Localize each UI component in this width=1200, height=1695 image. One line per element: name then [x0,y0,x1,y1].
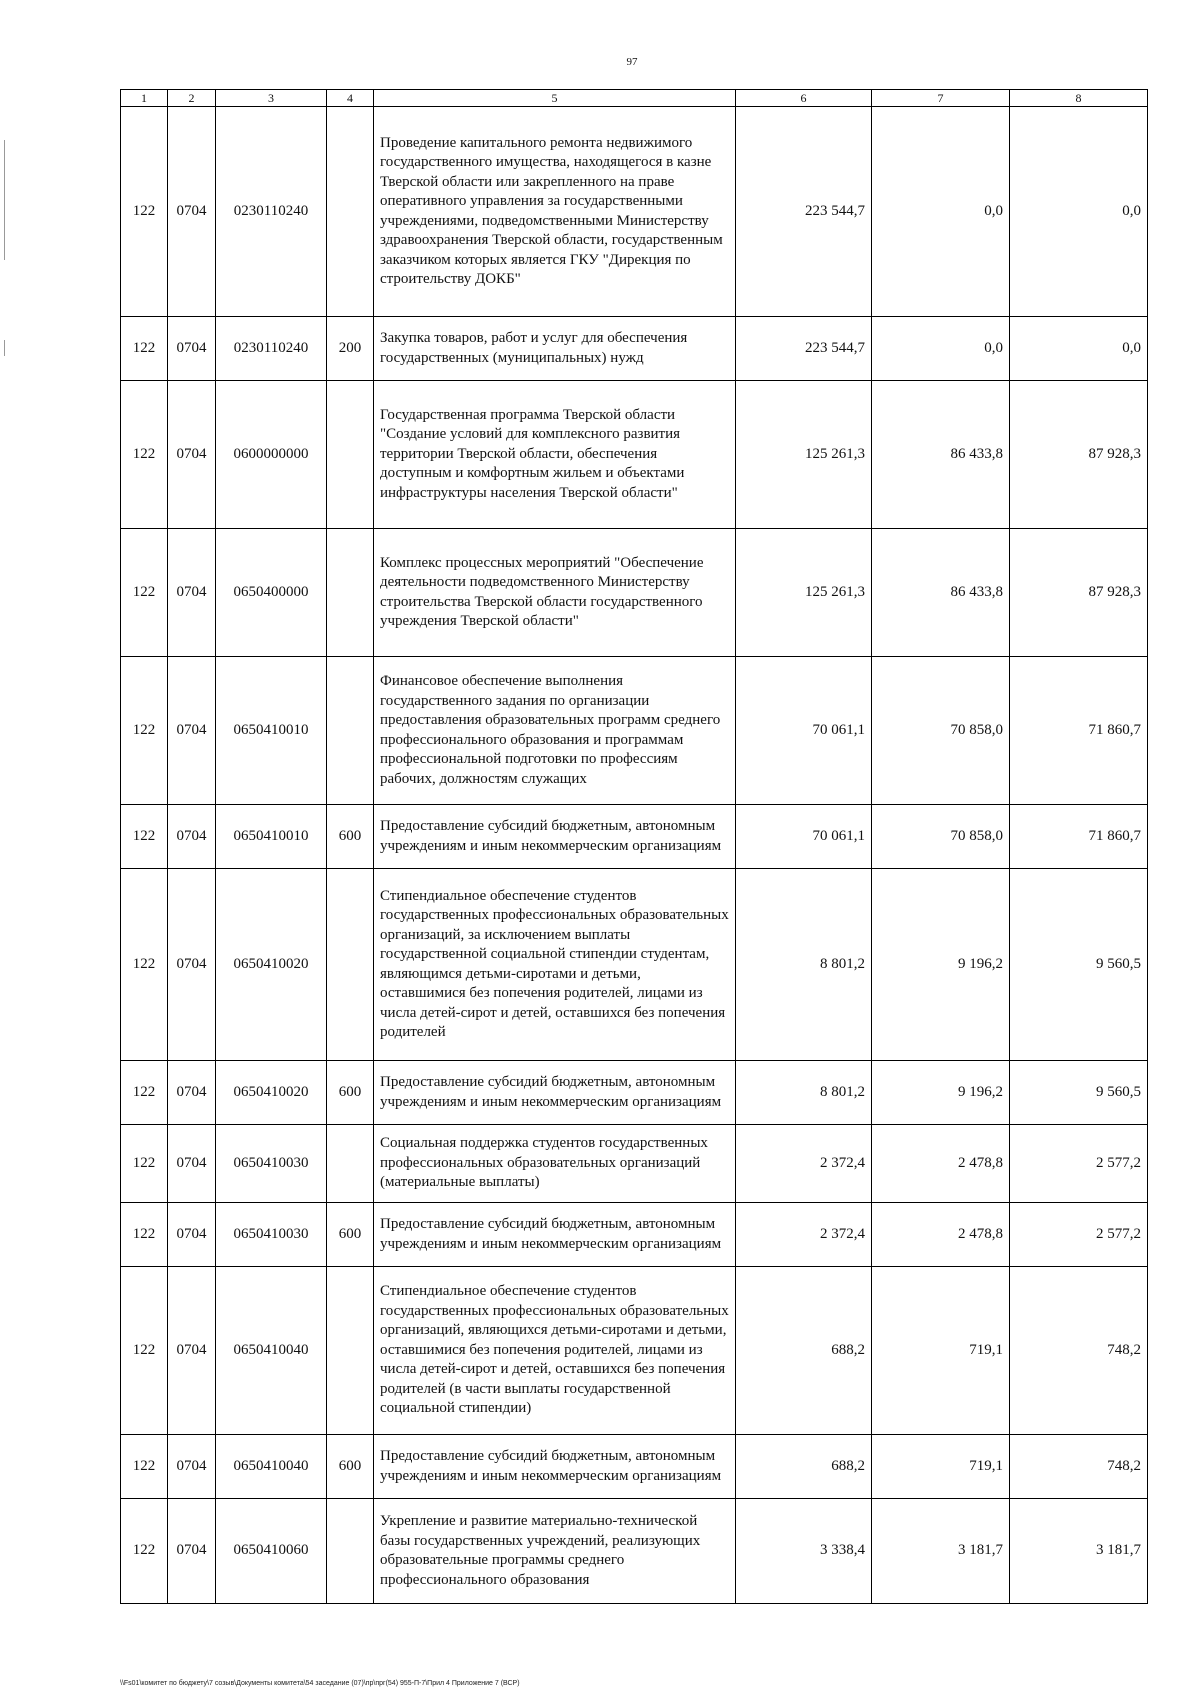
amount-year2-cell: 0,0 [872,107,1010,317]
description-cell: Финансовое обеспечение выполнения государственного задания по организации предоставления образовательных программ среднего профессионального образования и программам профессиональной подготовки по профессиям рабочих, должностям служащих [374,657,736,805]
amount-year3-cell: 87 928,3 [1010,529,1148,657]
description-cell: Стипендиальное обеспечение студентов государственных профессиональных образовательных организаций, являющихся детьми-сиротами и детьми, оставшимися без попечения родителей, лицами из числа детей-сирот и детей, оставшихся без попечения родителей (в части выплаты государственной социальной стипендии) [374,1267,736,1435]
target-article-cell: 0650410030 [216,1203,327,1267]
section-code-cell: 0704 [168,1061,216,1125]
expense-type-cell [327,657,374,805]
admin-code-cell: 122 [121,529,168,657]
admin-code-cell: 122 [121,317,168,381]
amount-year1-cell: 2 372,4 [736,1125,872,1203]
target-article-cell: 0650410060 [216,1499,327,1604]
expense-type-cell [327,1499,374,1604]
amount-year3-cell: 2 577,2 [1010,1203,1148,1267]
amount-year2-cell: 86 433,8 [872,381,1010,529]
amount-year1-cell: 8 801,2 [736,869,872,1061]
admin-code-cell: 122 [121,1061,168,1125]
description-cell: Укрепление и развитие материально-технической базы государственных учреждений, реализующих образовательные программы среднего профессионального образования [374,1499,736,1604]
amount-year2-cell: 3 181,7 [872,1499,1010,1604]
target-article-cell: 0650410040 [216,1267,327,1435]
column-number-row [121,90,1148,107]
amount-year2-cell: 70 858,0 [872,657,1010,805]
table-row [121,1435,1148,1499]
expense-type-cell [327,1125,374,1203]
table-row [121,1203,1148,1267]
amount-year3-cell: 71 860,7 [1010,805,1148,869]
amount-year1-cell: 3 338,4 [736,1499,872,1604]
amount-year2-cell: 9 196,2 [872,869,1010,1061]
expense-type-cell [327,107,374,317]
expense-type-cell [327,869,374,1061]
table-row [121,317,1148,381]
amount-year3-cell: 71 860,7 [1010,657,1148,805]
description-cell: Стипендиальное обеспечение студентов государственных профессиональных образовательных организаций, за исключением выплаты государственной социальной стипендии студентам, являющимся детьми-сиротами и детьми, оставшимися без попечения родителей, лицами из числа детей-сирот и детей, оставшихся без попечения родителей [374,869,736,1061]
expense-type-cell: 600 [327,1203,374,1267]
section-code-cell: 0704 [168,657,216,805]
amount-year3-cell: 9 560,5 [1010,1061,1148,1125]
admin-code-cell: 122 [121,1499,168,1604]
description-cell: Предоставление субсидий бюджетным, автономным учреждениям и иным некоммерческим организациям [374,805,736,869]
amount-year3-cell: 0,0 [1010,317,1148,381]
amount-year2-cell: 86 433,8 [872,529,1010,657]
amount-year1-cell: 688,2 [736,1435,872,1499]
column-header: 3 [216,90,327,107]
admin-code-cell: 122 [121,1267,168,1435]
table-row [121,1061,1148,1125]
column-header: 2 [168,90,216,107]
admin-code-cell: 122 [121,1203,168,1267]
page-number: 97 [626,56,638,68]
file-path-footer: \\Fs01\комитет по бюджету\7 созыв\Документы комитета\54 заседание (07)\пр\прг(54) 955-П-7\Прил 4 Приложение 7 (ВСР) [120,1680,520,1687]
admin-code-cell: 122 [121,869,168,1061]
expense-type-cell: 200 [327,317,374,381]
section-code-cell: 0704 [168,317,216,381]
amount-year2-cell: 719,1 [872,1435,1010,1499]
table-row [121,381,1148,529]
column-header: 7 [872,90,1010,107]
target-article-cell: 0650410010 [216,805,327,869]
admin-code-cell: 122 [121,1435,168,1499]
target-article-cell: 0650410030 [216,1125,327,1203]
target-article-cell: 0600000000 [216,381,327,529]
expense-type-cell: 600 [327,805,374,869]
target-article-cell: 0650410010 [216,657,327,805]
target-article-cell: 0230110240 [216,107,327,317]
amount-year2-cell: 70 858,0 [872,805,1010,869]
amount-year1-cell: 223 544,7 [736,107,872,317]
section-code-cell: 0704 [168,1125,216,1203]
section-code-cell: 0704 [168,869,216,1061]
column-header: 6 [736,90,872,107]
table-row [121,657,1148,805]
description-cell: Проведение капитального ремонта недвижимого государственного имущества, находящегося в казне Тверской области или закрепленного на праве оперативного управления за государственными учреждениями, подведомственными Министерству здравоохранения Тверской области, государственным заказчиком которых является ГКУ "Дирекция по строительству ДОКБ" [374,107,736,317]
amount-year1-cell: 8 801,2 [736,1061,872,1125]
target-article-cell: 0230110240 [216,317,327,381]
admin-code-cell: 122 [121,805,168,869]
column-header: 5 [374,90,736,107]
description-cell: Предоставление субсидий бюджетным, автономным учреждениям и иным некоммерческим организациям [374,1203,736,1267]
expense-type-cell [327,381,374,529]
description-cell: Закупка товаров, работ и услуг для обеспечения государственных (муниципальных) нужд [374,317,736,381]
table-body [121,107,1148,1604]
target-article-cell: 0650410020 [216,1061,327,1125]
description-cell: Предоставление субсидий бюджетным, автономным учреждениям и иным некоммерческим организациям [374,1435,736,1499]
amount-year1-cell: 70 061,1 [736,657,872,805]
description-cell: Комплекс процессных мероприятий "Обеспечение деятельности подведомственного Министерству строительства Тверской области государственного учреждения Тверской области" [374,529,736,657]
section-code-cell: 0704 [168,529,216,657]
amount-year3-cell: 0,0 [1010,107,1148,317]
amount-year1-cell: 125 261,3 [736,529,872,657]
admin-code-cell: 122 [121,381,168,529]
section-code-cell: 0704 [168,805,216,869]
scan-edge-mark [4,340,5,356]
section-code-cell: 0704 [168,1499,216,1604]
admin-code-cell: 122 [121,107,168,317]
section-code-cell: 0704 [168,381,216,529]
amount-year3-cell: 3 181,7 [1010,1499,1148,1604]
description-cell: Государственная программа Тверской области "Создание условий для комплексного развития территории Тверской области, обеспечения доступным и комфортным жильем и объектами инфраструктуры населения Тверской области" [374,381,736,529]
column-header: 8 [1010,90,1148,107]
expense-type-cell [327,1267,374,1435]
amount-year1-cell: 688,2 [736,1267,872,1435]
table-row [121,107,1148,317]
expense-type-cell [327,529,374,657]
admin-code-cell: 122 [121,1125,168,1203]
table-row [121,529,1148,657]
amount-year1-cell: 2 372,4 [736,1203,872,1267]
amount-year3-cell: 748,2 [1010,1267,1148,1435]
section-code-cell: 0704 [168,1435,216,1499]
amount-year3-cell: 748,2 [1010,1435,1148,1499]
amount-year2-cell: 719,1 [872,1267,1010,1435]
table-row [121,805,1148,869]
expense-type-cell: 600 [327,1061,374,1125]
table-row [121,1267,1148,1435]
amount-year1-cell: 70 061,1 [736,805,872,869]
target-article-cell: 0650410040 [216,1435,327,1499]
target-article-cell: 0650400000 [216,529,327,657]
target-article-cell: 0650410020 [216,869,327,1061]
expense-type-cell: 600 [327,1435,374,1499]
section-code-cell: 0704 [168,107,216,317]
budget-table [120,89,1148,1604]
table-row [121,869,1148,1061]
column-header: 1 [121,90,168,107]
section-code-cell: 0704 [168,1267,216,1435]
description-cell: Социальная поддержка студентов государственных профессиональных образовательных организаций (материальные выплаты) [374,1125,736,1203]
scan-edge-mark [4,140,5,260]
column-header: 4 [327,90,374,107]
amount-year3-cell: 2 577,2 [1010,1125,1148,1203]
description-cell: Предоставление субсидий бюджетным, автономным учреждениям и иным некоммерческим организациям [374,1061,736,1125]
section-code-cell: 0704 [168,1203,216,1267]
amount-year2-cell: 0,0 [872,317,1010,381]
amount-year3-cell: 87 928,3 [1010,381,1148,529]
table-row [121,1499,1148,1604]
amount-year1-cell: 125 261,3 [736,381,872,529]
admin-code-cell: 122 [121,657,168,805]
amount-year3-cell: 9 560,5 [1010,869,1148,1061]
amount-year2-cell: 9 196,2 [872,1061,1010,1125]
amount-year2-cell: 2 478,8 [872,1203,1010,1267]
amount-year2-cell: 2 478,8 [872,1125,1010,1203]
amount-year1-cell: 223 544,7 [736,317,872,381]
table-row [121,1125,1148,1203]
